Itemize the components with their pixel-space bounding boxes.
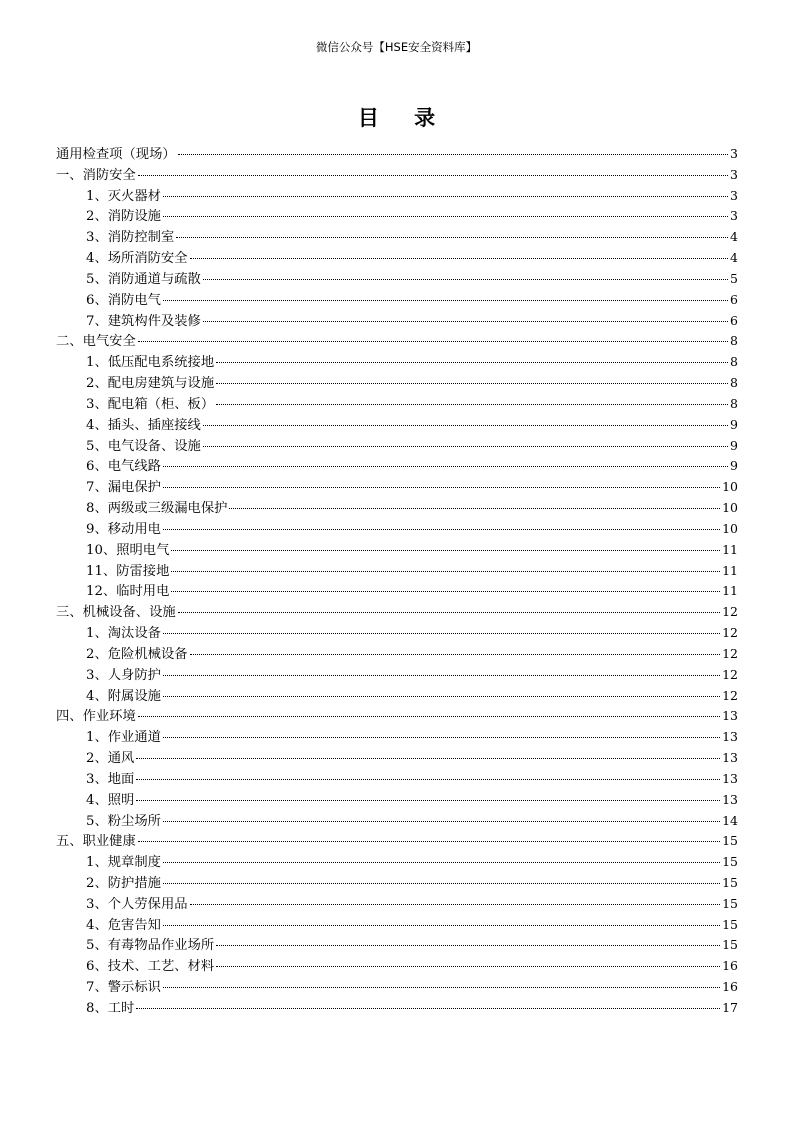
toc-entry-label: 1、作业通道 (86, 730, 161, 746)
toc-page-number: 3 (730, 146, 738, 161)
toc-subsection-entry[interactable] (56, 206, 738, 227)
dot-leader (163, 633, 720, 634)
toc-page-number: 9 (730, 416, 738, 432)
toc-page-number: 3 (730, 208, 738, 224)
dot-leader (163, 196, 728, 197)
toc-subsection-entry[interactable] (56, 623, 738, 644)
toc-entry-label: 3、人身防护 (86, 667, 161, 683)
dot-leader (163, 737, 720, 738)
toc-page-number: 14 (722, 812, 738, 828)
dot-leader (216, 945, 720, 946)
toc-entry-label: 四、作业环境 (56, 709, 136, 725)
toc-entry-label: 1、低压配电系统接地 (86, 355, 215, 371)
toc-entry-label: 6、消防电气 (86, 292, 161, 308)
toc-subsection-entry[interactable] (56, 790, 738, 811)
toc-entry-label: 1、淘汰设备 (86, 626, 161, 642)
dot-leader (203, 321, 728, 322)
toc-entry-label: 3、配电箱（柜、板） (86, 396, 215, 412)
toc-entry-label: 2、防护措施 (86, 875, 161, 891)
toc-page-number: 6 (730, 291, 738, 307)
toc-subsection-entry[interactable] (56, 644, 738, 665)
toc-section-entry[interactable] (56, 831, 738, 852)
dot-leader (138, 175, 728, 176)
toc-subsection-entry[interactable] (56, 998, 738, 1019)
toc-page-number: 15 (722, 895, 738, 911)
toc-page-number: 3 (730, 187, 738, 203)
toc-page-number: 13 (722, 708, 738, 724)
toc-entry-label: 4、危害告知 (86, 917, 161, 933)
dot-leader (178, 612, 720, 613)
toc-page-number: 13 (722, 729, 738, 745)
toc-entry-label: 2、消防设施 (86, 209, 161, 225)
toc-entry-label: 3、个人劳保用品 (86, 896, 188, 912)
toc-entry-label: 三、机械设备、设施 (56, 605, 176, 621)
toc-subsection-entry[interactable] (56, 748, 738, 769)
dot-leader (163, 300, 728, 301)
toc-entry-label: 9、移动用电 (86, 521, 161, 537)
toc-entry-label: 4、附属设施 (86, 688, 161, 704)
dot-leader (136, 800, 720, 801)
toc-entry-label: 8、两级或三级漏电保护 (86, 501, 228, 517)
dot-leader (216, 966, 720, 967)
toc-entry-label: 8、工时 (86, 1000, 135, 1016)
toc-subsection-entry[interactable] (56, 935, 738, 956)
dot-leader (171, 571, 720, 572)
dot-leader (136, 779, 720, 780)
toc-page-number: 9 (730, 437, 738, 453)
toc-entry-label: 2、危险机械设备 (86, 646, 188, 662)
toc-page-number: 13 (722, 770, 738, 786)
toc-section-entry[interactable] (56, 165, 738, 186)
toc-subsection-entry[interactable] (56, 227, 738, 248)
toc-entry-label: 2、配电房建筑与设施 (86, 376, 215, 392)
toc-subsection-entry[interactable] (56, 811, 738, 832)
toc-page-number: 15 (722, 833, 738, 849)
toc-page-number: 17 (722, 999, 738, 1015)
toc-page-number: 8 (730, 333, 738, 349)
dot-leader (138, 841, 720, 842)
toc-page-number: 15 (722, 937, 738, 953)
toc-page-number: 13 (722, 791, 738, 807)
dot-leader (229, 508, 720, 509)
dot-leader (138, 341, 728, 342)
toc-subsection-entry[interactable] (56, 311, 738, 332)
toc-subsection-entry[interactable] (56, 477, 738, 498)
toc-page-number: 3 (730, 166, 738, 182)
toc-page-number: 12 (722, 625, 738, 641)
toc-entry-label: 5、有毒物品作业场所 (86, 938, 215, 954)
toc-page-number: 10 (722, 520, 738, 536)
dot-leader (163, 529, 720, 530)
toc-entry-label: 11、防雷接地 (86, 563, 170, 579)
toc-subsection-entry[interactable] (56, 436, 738, 457)
toc-entry-label: 5、粉尘场所 (86, 813, 161, 829)
toc-entry-label: 一、消防安全 (56, 167, 136, 183)
toc-page-number: 13 (722, 750, 738, 766)
dot-leader (190, 654, 721, 655)
toc-subsection-entry[interactable] (56, 956, 738, 977)
toc-subsection-entry[interactable] (56, 665, 738, 686)
toc-subsection-entry[interactable] (56, 727, 738, 748)
dot-leader (136, 758, 720, 759)
dot-leader (163, 696, 720, 697)
toc-subsection-entry[interactable] (56, 248, 738, 269)
toc-entry-label: 2、通风 (86, 751, 135, 767)
toc-subsection-entry[interactable] (56, 415, 738, 436)
toc-subsection-entry[interactable] (56, 373, 738, 394)
toc-subsection-entry[interactable] (56, 269, 738, 290)
toc-entry-label: 3、消防控制室 (86, 230, 175, 246)
toc-entry-label: 二、电气安全 (56, 334, 136, 350)
toc-entry-label: 4、场所消防安全 (86, 251, 188, 267)
dot-leader (203, 446, 728, 447)
toc-page-number: 10 (722, 500, 738, 516)
dot-leader (163, 883, 720, 884)
dot-leader (163, 821, 720, 822)
dot-leader (203, 425, 728, 426)
toc-page-number: 11 (722, 583, 738, 599)
dot-leader (190, 258, 729, 259)
dot-leader (163, 466, 728, 467)
toc-subsection-entry[interactable] (56, 519, 738, 540)
toc-page-number: 15 (722, 854, 738, 870)
toc-subsection-entry[interactable] (56, 394, 738, 415)
toc-entry-label: 7、漏电保护 (86, 480, 161, 496)
toc-page-number: 11 (722, 562, 738, 578)
toc-page-number: 8 (730, 375, 738, 391)
dot-leader (163, 675, 720, 676)
toc-page-number: 16 (722, 979, 738, 995)
dot-leader (138, 716, 720, 717)
dot-leader (216, 362, 728, 363)
toc-entry-label: 7、警示标识 (86, 980, 161, 996)
dot-leader (216, 404, 728, 405)
toc-entry-label: 3、地面 (86, 771, 135, 787)
toc-entry-label: 1、灭火器材 (86, 188, 161, 204)
toc-subsection-entry[interactable] (56, 540, 738, 561)
toc-page-number: 12 (722, 604, 738, 620)
toc-page-number: 8 (730, 395, 738, 411)
toc-section-entry[interactable] (56, 144, 738, 165)
dot-leader (216, 383, 728, 384)
table-of-contents (56, 144, 738, 1019)
dot-leader (163, 216, 728, 217)
dot-leader (190, 904, 721, 905)
toc-entry-label: 4、插头、插座接线 (86, 417, 201, 433)
dot-leader (163, 987, 720, 988)
toc-entry-label: 1、规章制度 (86, 855, 161, 871)
dot-leader (163, 862, 720, 863)
toc-subsection-entry[interactable] (56, 686, 738, 707)
toc-subsection-entry[interactable] (56, 894, 738, 915)
dot-leader (163, 487, 720, 488)
toc-entry-label: 10、照明电气 (86, 542, 170, 558)
toc-entry-label: 7、建筑构件及装修 (86, 313, 201, 329)
toc-subsection-entry[interactable] (56, 186, 738, 207)
dot-leader (171, 550, 720, 551)
toc-page-number: 15 (722, 874, 738, 890)
toc-page-number: 6 (730, 312, 738, 328)
toc-subsection-entry[interactable] (56, 456, 738, 477)
toc-page-number: 12 (722, 666, 738, 682)
toc-page-number: 5 (730, 270, 738, 286)
dot-leader (171, 591, 720, 592)
toc-page-number: 4 (730, 229, 738, 245)
toc-section-entry[interactable] (56, 602, 738, 623)
toc-entry-label: 6、电气线路 (86, 459, 161, 475)
toc-section-entry[interactable] (56, 706, 738, 727)
toc-subsection-entry[interactable] (56, 873, 738, 894)
toc-page-number: 10 (722, 479, 738, 495)
toc-subsection-entry[interactable] (56, 977, 738, 998)
toc-subsection-entry[interactable] (56, 561, 738, 582)
toc-page-number: 16 (722, 958, 738, 974)
toc-entry-label: 6、技术、工艺、材料 (86, 959, 215, 975)
toc-entry-label: 通用检查项（现场） (56, 147, 176, 162)
toc-page-number: 15 (722, 916, 738, 932)
dot-leader (176, 237, 728, 238)
toc-page-number: 8 (730, 354, 738, 370)
page-header: 微信公众号【HSE安全资料库】 (315, 40, 478, 54)
toc-page-number: 12 (722, 687, 738, 703)
toc-entry-label: 4、照明 (86, 792, 135, 808)
dot-leader (203, 279, 728, 280)
toc-subsection-entry[interactable] (56, 769, 738, 790)
toc-subsection-entry[interactable] (56, 915, 738, 936)
toc-subsection-entry[interactable] (56, 581, 738, 602)
toc-page-number: 9 (730, 458, 738, 474)
toc-entry-label: 5、电气设备、设施 (86, 438, 201, 454)
toc-page-number: 12 (722, 645, 738, 661)
dot-leader (163, 925, 720, 926)
toc-subsection-entry[interactable] (56, 498, 738, 519)
toc-subsection-entry[interactable] (56, 352, 738, 373)
dot-leader (136, 1008, 720, 1009)
toc-subsection-entry[interactable] (56, 290, 738, 311)
page-title: 目 录 (357, 106, 450, 130)
toc-entry-label: 5、消防通道与疏散 (86, 271, 201, 287)
toc-page-number: 4 (730, 250, 738, 266)
toc-page-number: 11 (722, 541, 738, 557)
toc-entry-label: 五、职业健康 (56, 834, 136, 850)
toc-subsection-entry[interactable] (56, 852, 738, 873)
toc-entry-label: 12、临时用电 (86, 584, 170, 600)
toc-section-entry[interactable] (56, 331, 738, 352)
dot-leader (178, 154, 728, 155)
